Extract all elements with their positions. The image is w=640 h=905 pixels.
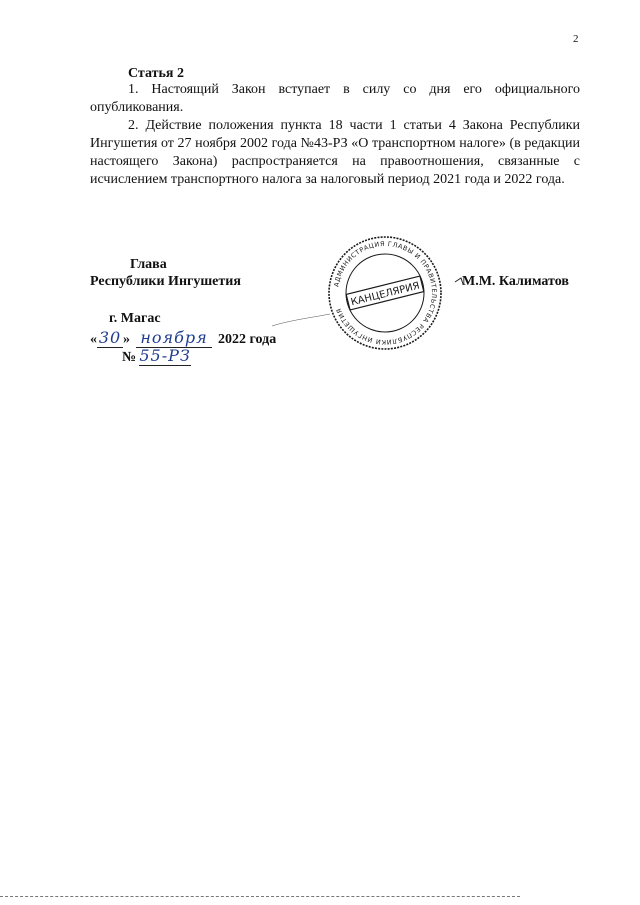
page-number: 2 [573, 33, 579, 45]
seal-ring-text: АДМИНИСТРАЦИЯ ГЛАВЫ И ПРАВИТЕЛЬСТВА РЕСПУБЛИКИ ИНГУШЕТИЯ [332, 239, 439, 347]
seal-center-text: КАНЦЕЛЯРИЯ [349, 280, 421, 309]
law-number [122, 346, 191, 366]
date-quote-open: « [90, 332, 97, 347]
signatory-name: М.М. Калиматов [462, 274, 569, 289]
paragraph-1: 1. Настоящий Закон вступает в силу со дня его официального опубликования. [90, 82, 580, 115]
date-month-handwritten: ноября [136, 328, 212, 348]
official-seal [326, 234, 444, 352]
law-number-handwritten: 55-РЗ [139, 346, 191, 365]
signatory-post-line-2: Республики Ингушетия [90, 274, 241, 289]
number-sign: № [122, 350, 137, 365]
signing-city: г. Магас [109, 311, 161, 326]
bottom-scan-edge [0, 896, 520, 897]
paragraph-2: 2. Действие положения пункта 18 части 1 статьи 4 Закона Республики Ингушетия от 27 ноября 2002 года №43-РЗ «О транспортном налоге» (в редакции настоящего Закона) распространяется на правоотношения, связанные с исчислением транспортного налога за налоговый период 2021 года и 2022 года. [90, 118, 580, 187]
date-year: 2022 года [218, 332, 277, 347]
signing-date [90, 328, 276, 348]
date-quote-close: » [123, 332, 130, 347]
signatory-post-line-1: Глава [130, 257, 167, 272]
date-day-handwritten: 30 [98, 328, 122, 347]
article-title: Статья 2 [128, 66, 184, 81]
